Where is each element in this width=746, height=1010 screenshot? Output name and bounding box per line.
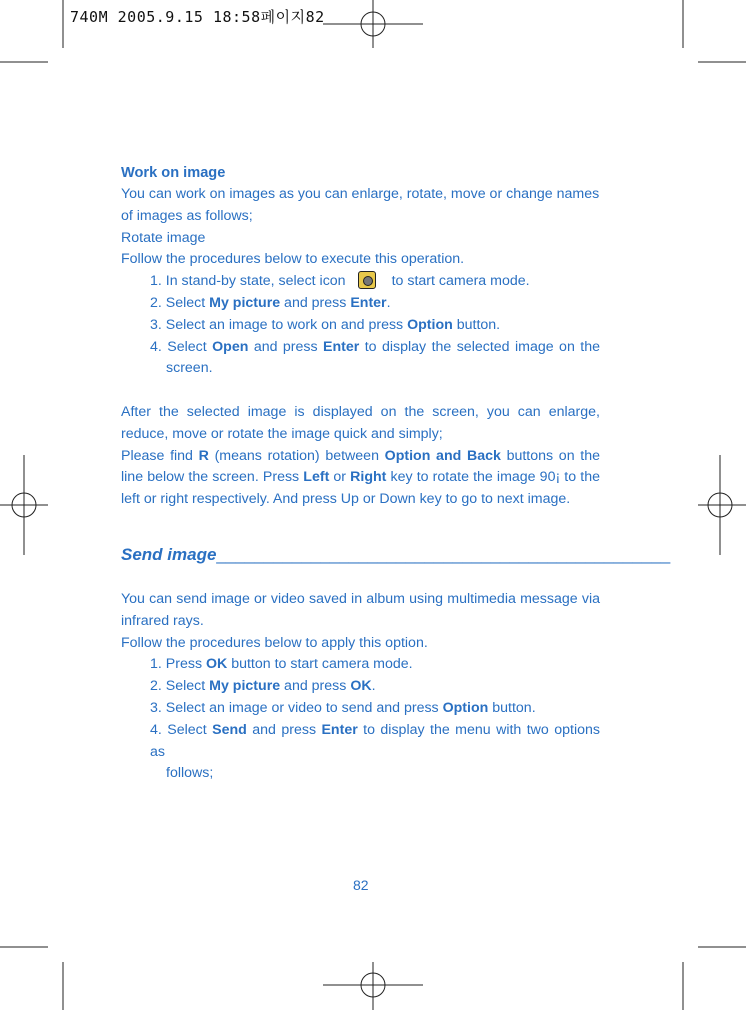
work-on-image-title: Work on image [121, 165, 226, 181]
send-procedure-intro: Follow the procedures below to apply this option. [121, 634, 428, 651]
send-step-3: 3. Select an image or video to send and press Option button. [150, 699, 536, 716]
after-display-line2: reduce, move or rotate the image quick and simply; [121, 425, 443, 442]
find-r-line: Please find R (means rotation) between Option and Back buttons on the [121, 447, 601, 464]
work-step-1: 1. In stand-by state, select icon to start camera mode. [150, 273, 530, 290]
send-step-1: 1. Press OK button to start camera mode. [150, 656, 413, 673]
rotate-keys-line: line below the screen. Press Left or Right key to rotate the image 90¡ to the [121, 469, 600, 486]
send-step-2: 2. Select My picture and press OK. [150, 678, 376, 695]
send-image-title: Send image________________________________________________ [121, 544, 671, 564]
work-step-3: 3. Select an image to work on and press Option button. [150, 316, 501, 333]
work-step-2: 2. Select My picture and press Enter. [150, 294, 391, 311]
send-intro-line1: You can send image or video saved in album using multimedia message via [121, 590, 600, 607]
next-image-line: left or right respectively. And press Up or Down key to go to next image. [121, 491, 571, 508]
print-header: 740M 2005.9.15 18:58페이지82 [70, 8, 325, 26]
page-number: 82 [353, 877, 369, 893]
work-step-4-cont: screen. [166, 360, 213, 377]
work-intro-line2: of images as follows; [121, 207, 253, 224]
send-step-4-cont: follows; [166, 765, 214, 782]
send-step-4: 4. Select Send and press Enter to display the menu with two options as [150, 721, 600, 760]
rotate-image-subtitle: Rotate image [121, 229, 206, 246]
work-step-4: 4. Select Open and press Enter to display the selected image on the [150, 338, 600, 355]
camera-icon [358, 271, 376, 289]
work-procedure-intro: Follow the procedures below to execute this operation. [121, 251, 465, 268]
work-intro-line1: You can work on images as you can enlarge, rotate, move or change names [121, 186, 600, 202]
after-display-line1: After the selected image is displayed on the screen, you can enlarge, [121, 403, 600, 420]
send-intro-line2: infrared rays. [121, 612, 204, 629]
page-content [121, 162, 671, 785]
